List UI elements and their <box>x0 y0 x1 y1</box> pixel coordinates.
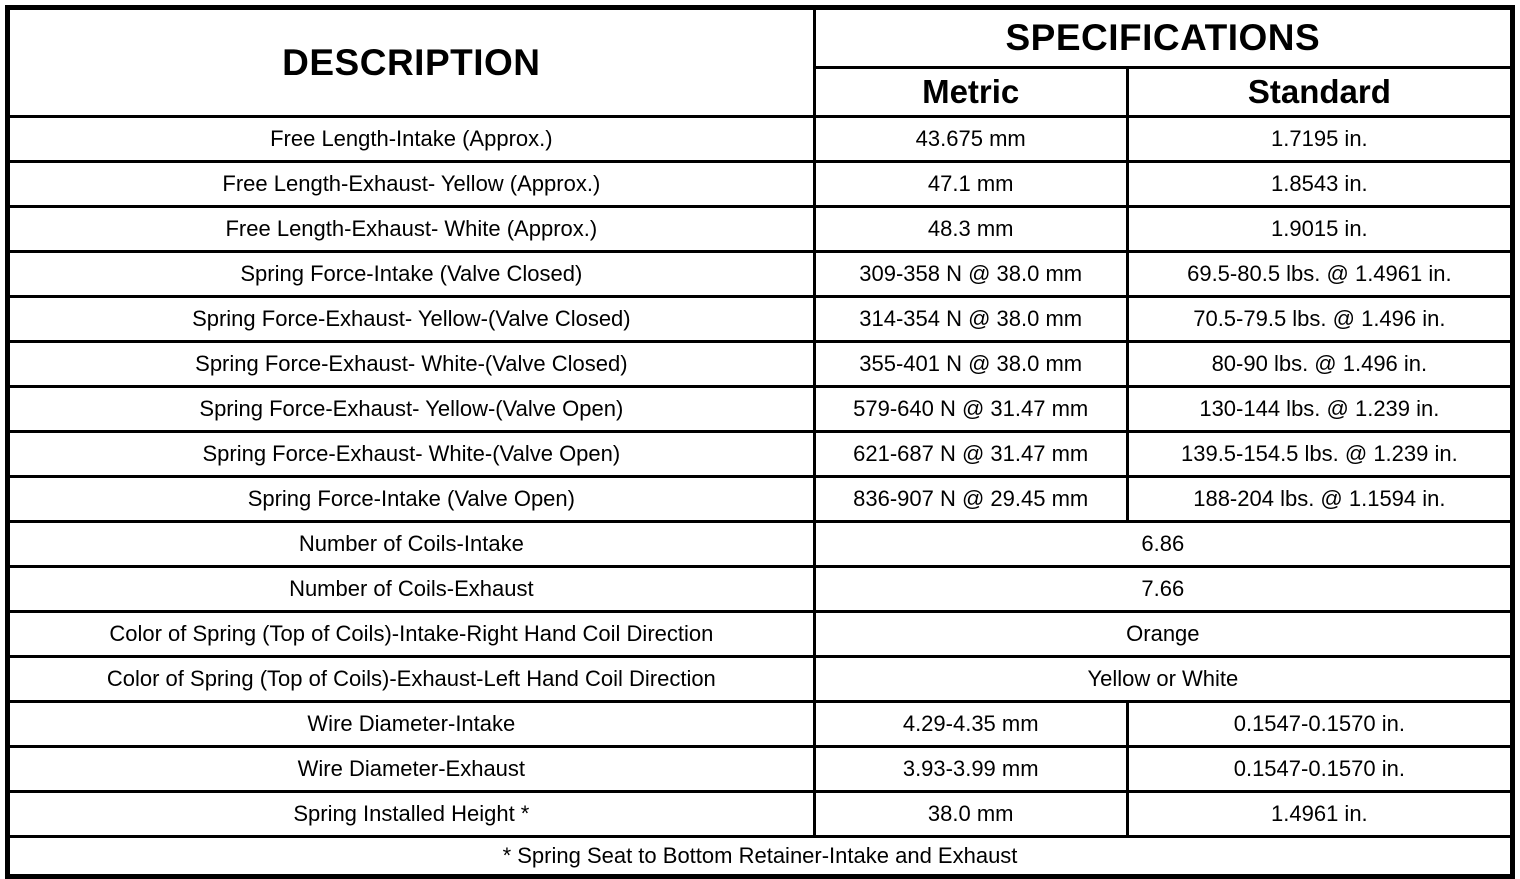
metric-cell: 355-401 N @ 38.0 mm <box>814 342 1127 387</box>
metric-cell: 43.675 mm <box>814 117 1127 162</box>
standard-cell: 130-144 lbs. @ 1.239 in. <box>1127 387 1512 432</box>
table-row <box>8 252 1513 297</box>
table-row <box>8 387 1513 432</box>
footnote-row <box>8 837 1513 877</box>
metric-cell: 314-354 N @ 38.0 mm <box>814 297 1127 342</box>
description-cell: Spring Force-Intake (Valve Open) <box>8 477 815 522</box>
description-cell: Number of Coils-Exhaust <box>8 567 815 612</box>
table-row <box>8 477 1513 522</box>
standard-cell: 0.1547-0.1570 in. <box>1127 702 1512 747</box>
spanned-value-cell: 7.66 <box>814 567 1512 612</box>
table-row <box>8 702 1513 747</box>
metric-cell: 48.3 mm <box>814 207 1127 252</box>
spanned-value-cell: Yellow or White <box>814 657 1512 702</box>
table-row <box>8 657 1513 702</box>
table-row <box>8 162 1513 207</box>
standard-cell: 1.9015 in. <box>1127 207 1512 252</box>
description-cell: Free Length-Exhaust- Yellow (Approx.) <box>8 162 815 207</box>
description-cell: Free Length-Exhaust- White (Approx.) <box>8 207 815 252</box>
table-row <box>8 207 1513 252</box>
table-row <box>8 297 1513 342</box>
description-cell: Spring Force-Exhaust- White-(Valve Closed) <box>8 342 815 387</box>
standard-cell: 1.4961 in. <box>1127 792 1512 837</box>
metric-cell: 836-907 N @ 29.45 mm <box>814 477 1127 522</box>
description-cell: Color of Spring (Top of Coils)-Intake-Right Hand Coil Direction <box>8 612 815 657</box>
footnote-cell: * Spring Seat to Bottom Retainer-Intake and Exhaust <box>8 837 1513 877</box>
description-cell: Color of Spring (Top of Coils)-Exhaust-Left Hand Coil Direction <box>8 657 815 702</box>
description-column-header: DESCRIPTION <box>8 8 815 117</box>
standard-cell: 80-90 lbs. @ 1.496 in. <box>1127 342 1512 387</box>
description-cell: Wire Diameter-Exhaust <box>8 747 815 792</box>
metric-cell: 4.29-4.35 mm <box>814 702 1127 747</box>
description-cell: Spring Force-Exhaust- White-(Valve Open) <box>8 432 815 477</box>
spanned-value-cell: 6.86 <box>814 522 1512 567</box>
description-cell: Wire Diameter-Intake <box>8 702 815 747</box>
description-cell: Number of Coils-Intake <box>8 522 815 567</box>
metric-cell: 3.93-3.99 mm <box>814 747 1127 792</box>
metric-column-header: Metric <box>814 68 1127 117</box>
valve-spring-specifications-table <box>5 5 1515 879</box>
spanned-value-cell: Orange <box>814 612 1512 657</box>
standard-cell: 139.5-154.5 lbs. @ 1.239 in. <box>1127 432 1512 477</box>
metric-cell: 47.1 mm <box>814 162 1127 207</box>
description-cell: Spring Force-Intake (Valve Closed) <box>8 252 815 297</box>
standard-cell: 70.5-79.5 lbs. @ 1.496 in. <box>1127 297 1512 342</box>
table-row <box>8 567 1513 612</box>
table-row <box>8 747 1513 792</box>
standard-column-header: Standard <box>1127 68 1512 117</box>
standard-cell: 69.5-80.5 lbs. @ 1.4961 in. <box>1127 252 1512 297</box>
standard-cell: 1.8543 in. <box>1127 162 1512 207</box>
standard-cell: 0.1547-0.1570 in. <box>1127 747 1512 792</box>
standard-cell: 1.7195 in. <box>1127 117 1512 162</box>
metric-cell: 621-687 N @ 31.47 mm <box>814 432 1127 477</box>
standard-cell: 188-204 lbs. @ 1.1594 in. <box>1127 477 1512 522</box>
description-cell: Spring Installed Height * <box>8 792 815 837</box>
description-cell: Free Length-Intake (Approx.) <box>8 117 815 162</box>
description-cell: Spring Force-Exhaust- Yellow-(Valve Open) <box>8 387 815 432</box>
table-row <box>8 432 1513 477</box>
header-row-main <box>8 8 1513 68</box>
table-row <box>8 342 1513 387</box>
metric-cell: 579-640 N @ 31.47 mm <box>814 387 1127 432</box>
table-row <box>8 522 1513 567</box>
description-cell: Spring Force-Exhaust- Yellow-(Valve Closed) <box>8 297 815 342</box>
specifications-column-header: SPECIFICATIONS <box>814 8 1512 68</box>
table-row <box>8 792 1513 837</box>
table-row <box>8 612 1513 657</box>
metric-cell: 38.0 mm <box>814 792 1127 837</box>
table-row <box>8 117 1513 162</box>
metric-cell: 309-358 N @ 38.0 mm <box>814 252 1127 297</box>
